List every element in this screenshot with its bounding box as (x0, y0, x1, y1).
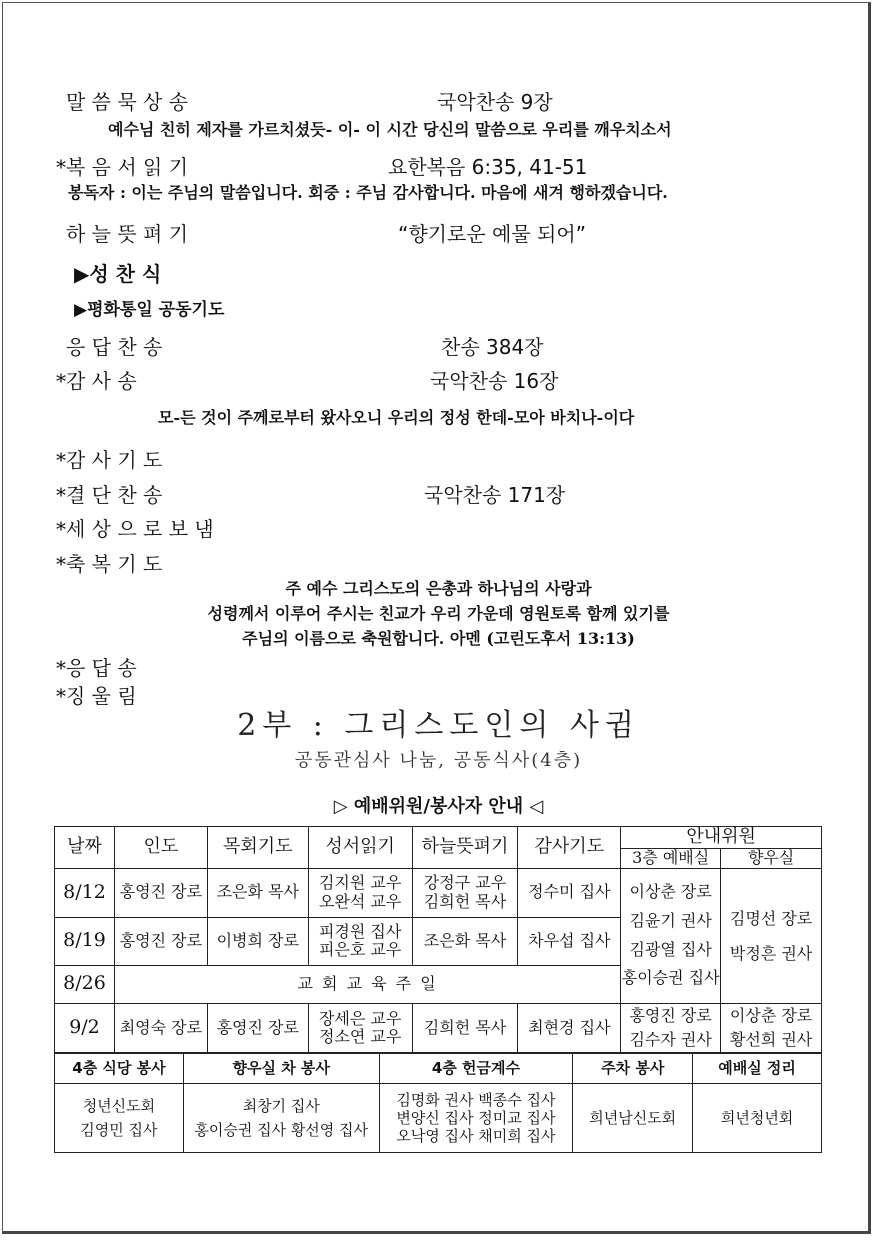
order-value: 국악찬송 9장 (437, 90, 553, 114)
benediction-line: 주 예수 그리스도의 은총과 하나님의 사랑과 (285, 579, 592, 598)
order-value: 찬송 384장 (441, 335, 544, 359)
order-label: *응 답 송 (56, 656, 137, 680)
ushers-3f-cell (621, 1003, 721, 1053)
order-value: “향기로운 예물 되어” (398, 222, 586, 246)
header-sermon: 하늘뜻펴기 (412, 827, 518, 869)
usher-name: 황선희 권사 (729, 1030, 813, 1050)
usher-name: 홍이승권 집사 (621, 968, 720, 988)
order-label: 하 늘 뜻 펴 기 (66, 222, 189, 246)
reading-name: 피경원 집사 (318, 921, 402, 941)
usher-name: 김광열 집사 (629, 939, 712, 959)
order-label: ▶성 찬 식 (74, 262, 162, 286)
service-table (54, 1052, 822, 1153)
schedule-table (54, 826, 822, 1054)
service-cell (55, 1084, 184, 1153)
ushers-3f-cell (621, 868, 721, 1003)
date-cell: 8/19 (55, 917, 115, 965)
date-cell: 9/2 (55, 1003, 115, 1053)
service-name: 최창기 집사 (242, 1097, 320, 1115)
reading-cell (308, 917, 412, 965)
order-label: *감 사 기 도 (56, 448, 163, 472)
reading-cell (308, 868, 412, 917)
header-reading: 성서읽기 (308, 827, 412, 869)
prayer-cell: 홍영진 장로 (207, 1003, 308, 1053)
order-note: 예수님 친히 제자를 가르치셨듯- 이- 이 시간 당신의 말씀으로 우리를 깨우치소서 (108, 120, 672, 139)
order-note: 봉독자 : 이는 주님의 말씀입니다. 회중 : 주님 감사합니다. 마음에 새겨 행하겠습니다. (68, 183, 668, 202)
part2-subtitle: 공동관심사 나눔, 공동식사(4층) (294, 750, 583, 771)
date-cell: 8/12 (55, 868, 115, 917)
thanks-cell: 차우섭 집사 (518, 917, 621, 965)
service-cell (379, 1084, 573, 1153)
sermon-cell: 조은화 목사 (412, 917, 518, 965)
service-name: 김명화 권사 백종수 집사 (396, 1091, 556, 1109)
prayer-cell: 이병희 장로 (207, 917, 308, 965)
reading-name: 피은호 교우 (318, 940, 402, 960)
header-tea: 향우실 차 봉사 (183, 1053, 379, 1084)
order-label: ▶평화통일 공동기도 (74, 300, 225, 320)
header-date: 날짜 (55, 827, 115, 869)
order-value: 국악찬송 171장 (424, 483, 566, 507)
header-offering: 4층 헌금계수 (379, 1053, 573, 1084)
leader-cell: 홍영진 장로 (114, 868, 207, 917)
benediction-line: 성령께서 이루어 주시는 친교가 우리 가운데 영원토록 함께 있기를 (207, 604, 670, 623)
header-cleanup: 예배실 정리 (693, 1053, 822, 1084)
reading-cell (308, 1003, 412, 1053)
header-prayer: 목회기도 (207, 827, 308, 869)
ushers-hy-cell (721, 1003, 822, 1053)
sermon-cell: 김희헌 목사 (412, 1003, 518, 1053)
order-label: 응 답 찬 송 (66, 335, 163, 359)
service-cell: 희년청년회 (693, 1084, 822, 1153)
reading-name: 정소연 교우 (318, 1027, 402, 1047)
leader-cell: 홍영진 장로 (114, 917, 207, 965)
sermon-cell (412, 868, 518, 917)
usher-name: 김수자 권사 (629, 1030, 712, 1050)
order-label: *복 음 서 읽 기 (56, 155, 189, 179)
header-ushers: 안내위원 (621, 827, 822, 849)
reading-name: 김지원 교우 (318, 873, 402, 893)
usher-name: 김명선 장로 (729, 908, 813, 928)
service-cell: 희년남신도회 (573, 1084, 693, 1153)
order-label: *결 단 찬 송 (56, 483, 163, 507)
service-cell (183, 1084, 379, 1153)
order-label: *감 사 송 (56, 369, 137, 393)
order-note: 모-든 것이 주께로부터 왔사오니 우리의 정성 한데-모아 바치나-이다 (158, 408, 635, 427)
header-parking: 주차 봉사 (573, 1053, 693, 1084)
thanks-cell: 최현경 집사 (518, 1003, 621, 1053)
header-ushers-hy: 향우실 (721, 848, 822, 868)
ushers-hy-cell (721, 868, 822, 1003)
sermon-name: 김희헌 목사 (423, 891, 507, 911)
usher-name: 홍영진 장로 (629, 1006, 712, 1026)
usher-name: 김윤기 권사 (629, 910, 712, 930)
header-thanks: 감사기도 (518, 827, 621, 869)
usher-name: 박정흔 권사 (729, 943, 813, 963)
order-value: 요한복음 6:35, 41-51 (388, 155, 588, 179)
sermon-name: 강정구 교우 (423, 873, 507, 893)
order-label: 말 씀 묵 상 송 (66, 90, 189, 114)
service-name: 청년신도회 (82, 1097, 156, 1115)
notice-title: ▷ 예배위원/봉사자 안내 ◁ (333, 796, 544, 817)
service-name: 홍이승권 집사 황선영 집사 (194, 1121, 369, 1139)
order-label: *축 복 기 도 (56, 552, 163, 576)
special-day-cell: 교 회 교 육 주 일 (114, 965, 620, 1003)
table-row (55, 1003, 822, 1053)
header-leader: 인도 (114, 827, 207, 869)
header-cafeteria: 4층 식당 봉사 (55, 1053, 184, 1084)
service-name: 변양신 집사 정미교 집사 (396, 1109, 556, 1127)
reading-name: 장세은 교우 (318, 1008, 402, 1028)
usher-name: 이상춘 장로 (629, 882, 712, 902)
leader-cell: 최영숙 장로 (114, 1003, 207, 1053)
date-cell: 8/26 (55, 965, 115, 1003)
order-label: *세 상 으 로 보 냄 (56, 517, 214, 541)
prayer-cell: 조은화 목사 (207, 868, 308, 917)
part2-title: 2부 : 그리스도인의 사귐 (237, 708, 640, 743)
thanks-cell: 정수미 집사 (518, 868, 621, 917)
reading-name: 오완석 교우 (318, 891, 402, 911)
order-value: 국악찬송 16장 (430, 369, 559, 393)
header-ushers-3f: 3층 예배실 (621, 848, 721, 868)
service-name: 김영민 집사 (80, 1121, 158, 1139)
usher-name: 이상춘 장로 (729, 1006, 813, 1026)
service-name: 오낙영 집사 채미희 집사 (396, 1127, 556, 1145)
benediction-line: 주님의 이름으로 축원합니다. 아멘 (고린도후서 13:13) (242, 629, 635, 648)
order-label: *징 울 림 (56, 684, 137, 708)
table-row (55, 868, 822, 917)
